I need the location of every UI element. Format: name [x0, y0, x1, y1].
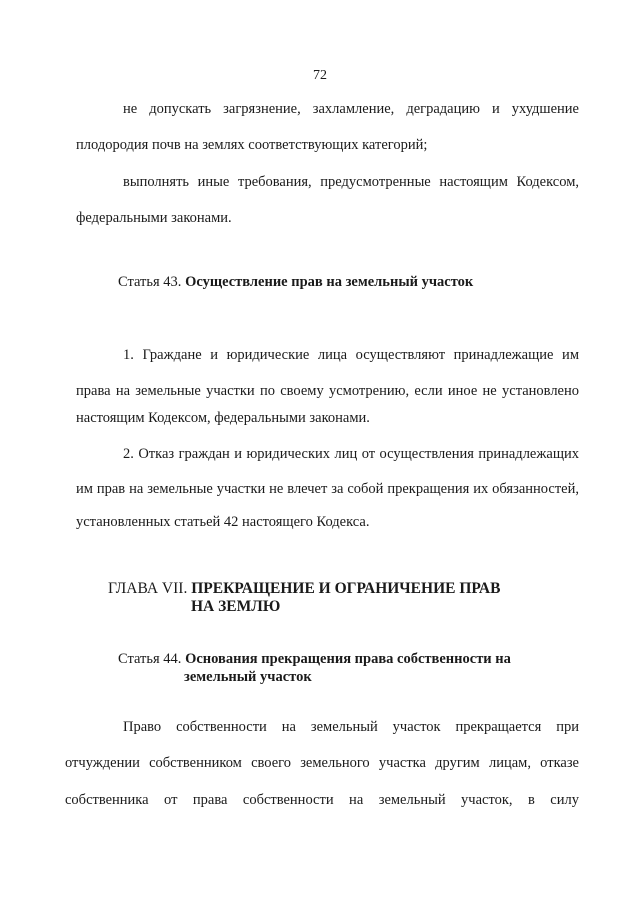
article-44-title: Основания прекращения права собственности на [185, 651, 511, 667]
chapter-7-heading [108, 580, 500, 598]
text-line: права на земельные участки по своему усмотрению, если иное не установлено [76, 383, 579, 399]
text-line: собственника от права собственности на земельный участок, в силу [65, 792, 579, 808]
article-43-title: Осуществление прав на земельный участок [185, 274, 474, 290]
text-line: выполнять иные требования, предусмотренные настоящим Кодексом, [123, 174, 579, 190]
page-number: 72 [313, 68, 327, 83]
text-line: не допускать загрязнение, захламление, деградацию и ухудшение [123, 101, 579, 117]
chapter-7-prefix: ГЛАВА VII. [108, 580, 188, 597]
text-line: им прав на земельные участки не влечет за собой прекращения их обязанностей, [76, 481, 579, 497]
text-line: федеральными законами. [76, 210, 232, 226]
text-line: установленных статьей 42 настоящего Кодекса. [76, 514, 370, 530]
text-line: 1. Граждане и юридические лица осуществляют принадлежащие им [123, 347, 579, 363]
text-line: настоящим Кодексом, федеральными законами. [76, 410, 370, 426]
article-44-title-line-2: земельный участок [184, 669, 312, 685]
article-44-heading [118, 650, 511, 668]
chapter-7-title-line-2: НА ЗЕМЛЮ [191, 598, 281, 615]
article-44-prefix: Статья 44. [118, 651, 182, 667]
chapter-7-title: ПРЕКРАЩЕНИЕ И ОГРАНИЧЕНИЕ ПРАВ [191, 580, 501, 597]
article-43-prefix: Статья 43. [118, 274, 182, 290]
text-line: отчуждении собственником своего земельного участка другим лицам, отказе [65, 755, 579, 771]
text-line: плодородия почв на землях соответствующих категорий; [76, 137, 428, 153]
text-line: 2. Отказ граждан и юридических лиц от осуществления принадлежащих [123, 446, 579, 462]
text-line: Право собственности на земельный участок прекращается при [123, 719, 579, 735]
article-43-heading [118, 273, 473, 291]
